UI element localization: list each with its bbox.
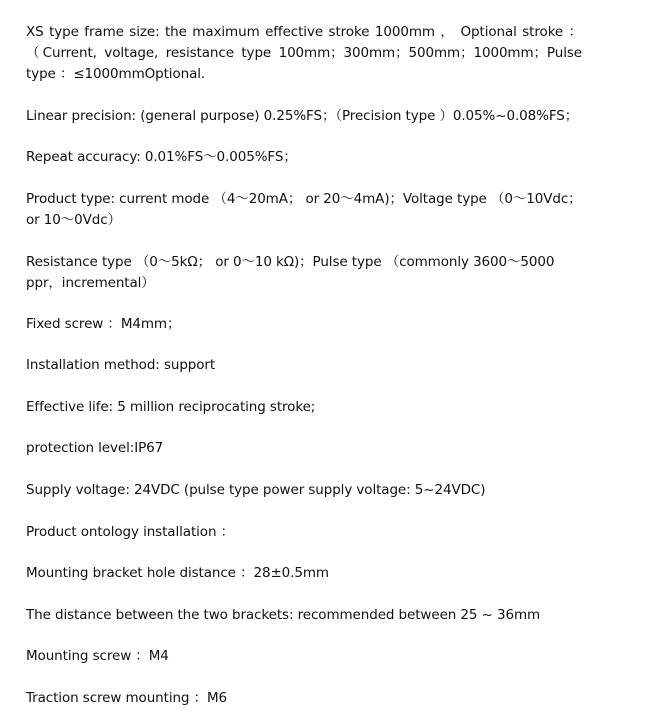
spec-ontology-installation: Product ontology installation ：	[26, 524, 235, 540]
spec-bracket-hole-distance: Mounting bracket hole distance ：28±0.5mm	[26, 565, 329, 581]
spec-repeat-accuracy: Repeat accuracy: 0.01%FS～0.005%FS；	[26, 149, 297, 165]
spec-effective-life: Effective life: 5 million reciprocating stroke;	[26, 399, 316, 415]
spec-product-type: Product type: current mode （4～20mA； or 20～4mA)；Voltage type （0～10Vdc；or 10～0Vdc）	[26, 191, 582, 228]
spec-mounting-screw: Mounting screw ：M4	[26, 648, 169, 664]
spec-frame-size: XS type frame size: the maximum effective stroke 1000mm ， Optional stroke ：（Current, voltage, resistance type 100mm；300mm；500mm；1000mm；Pulse type ：≤1000mmOptional.	[26, 24, 582, 82]
spec-traction-screw: Traction screw mounting ：M6	[26, 690, 228, 706]
spec-linear-precision: Linear precision: (general purpose) 0.25%FS；（Precision type ）0.05%~0.08%FS；	[26, 108, 579, 124]
spec-resistance-pulse-type: Resistance type （0～5kΩ； or 0～10 kΩ)；Pulse type （commonly 3600～5000 ppr，incremental）	[26, 254, 555, 291]
spec-protection-level: protection level:IP67	[26, 440, 164, 456]
spec-installation-method: Installation method: support	[26, 357, 216, 373]
spec-fixed-screw: Fixed screw ：M4mm；	[26, 316, 181, 332]
spec-supply-voltage: Supply voltage: 24VDC (pulse type power supply voltage: 5~24VDC)	[26, 482, 486, 498]
spec-bracket-distance: The distance between the two brackets: recommended between 25 ~ 36mm	[26, 607, 541, 623]
